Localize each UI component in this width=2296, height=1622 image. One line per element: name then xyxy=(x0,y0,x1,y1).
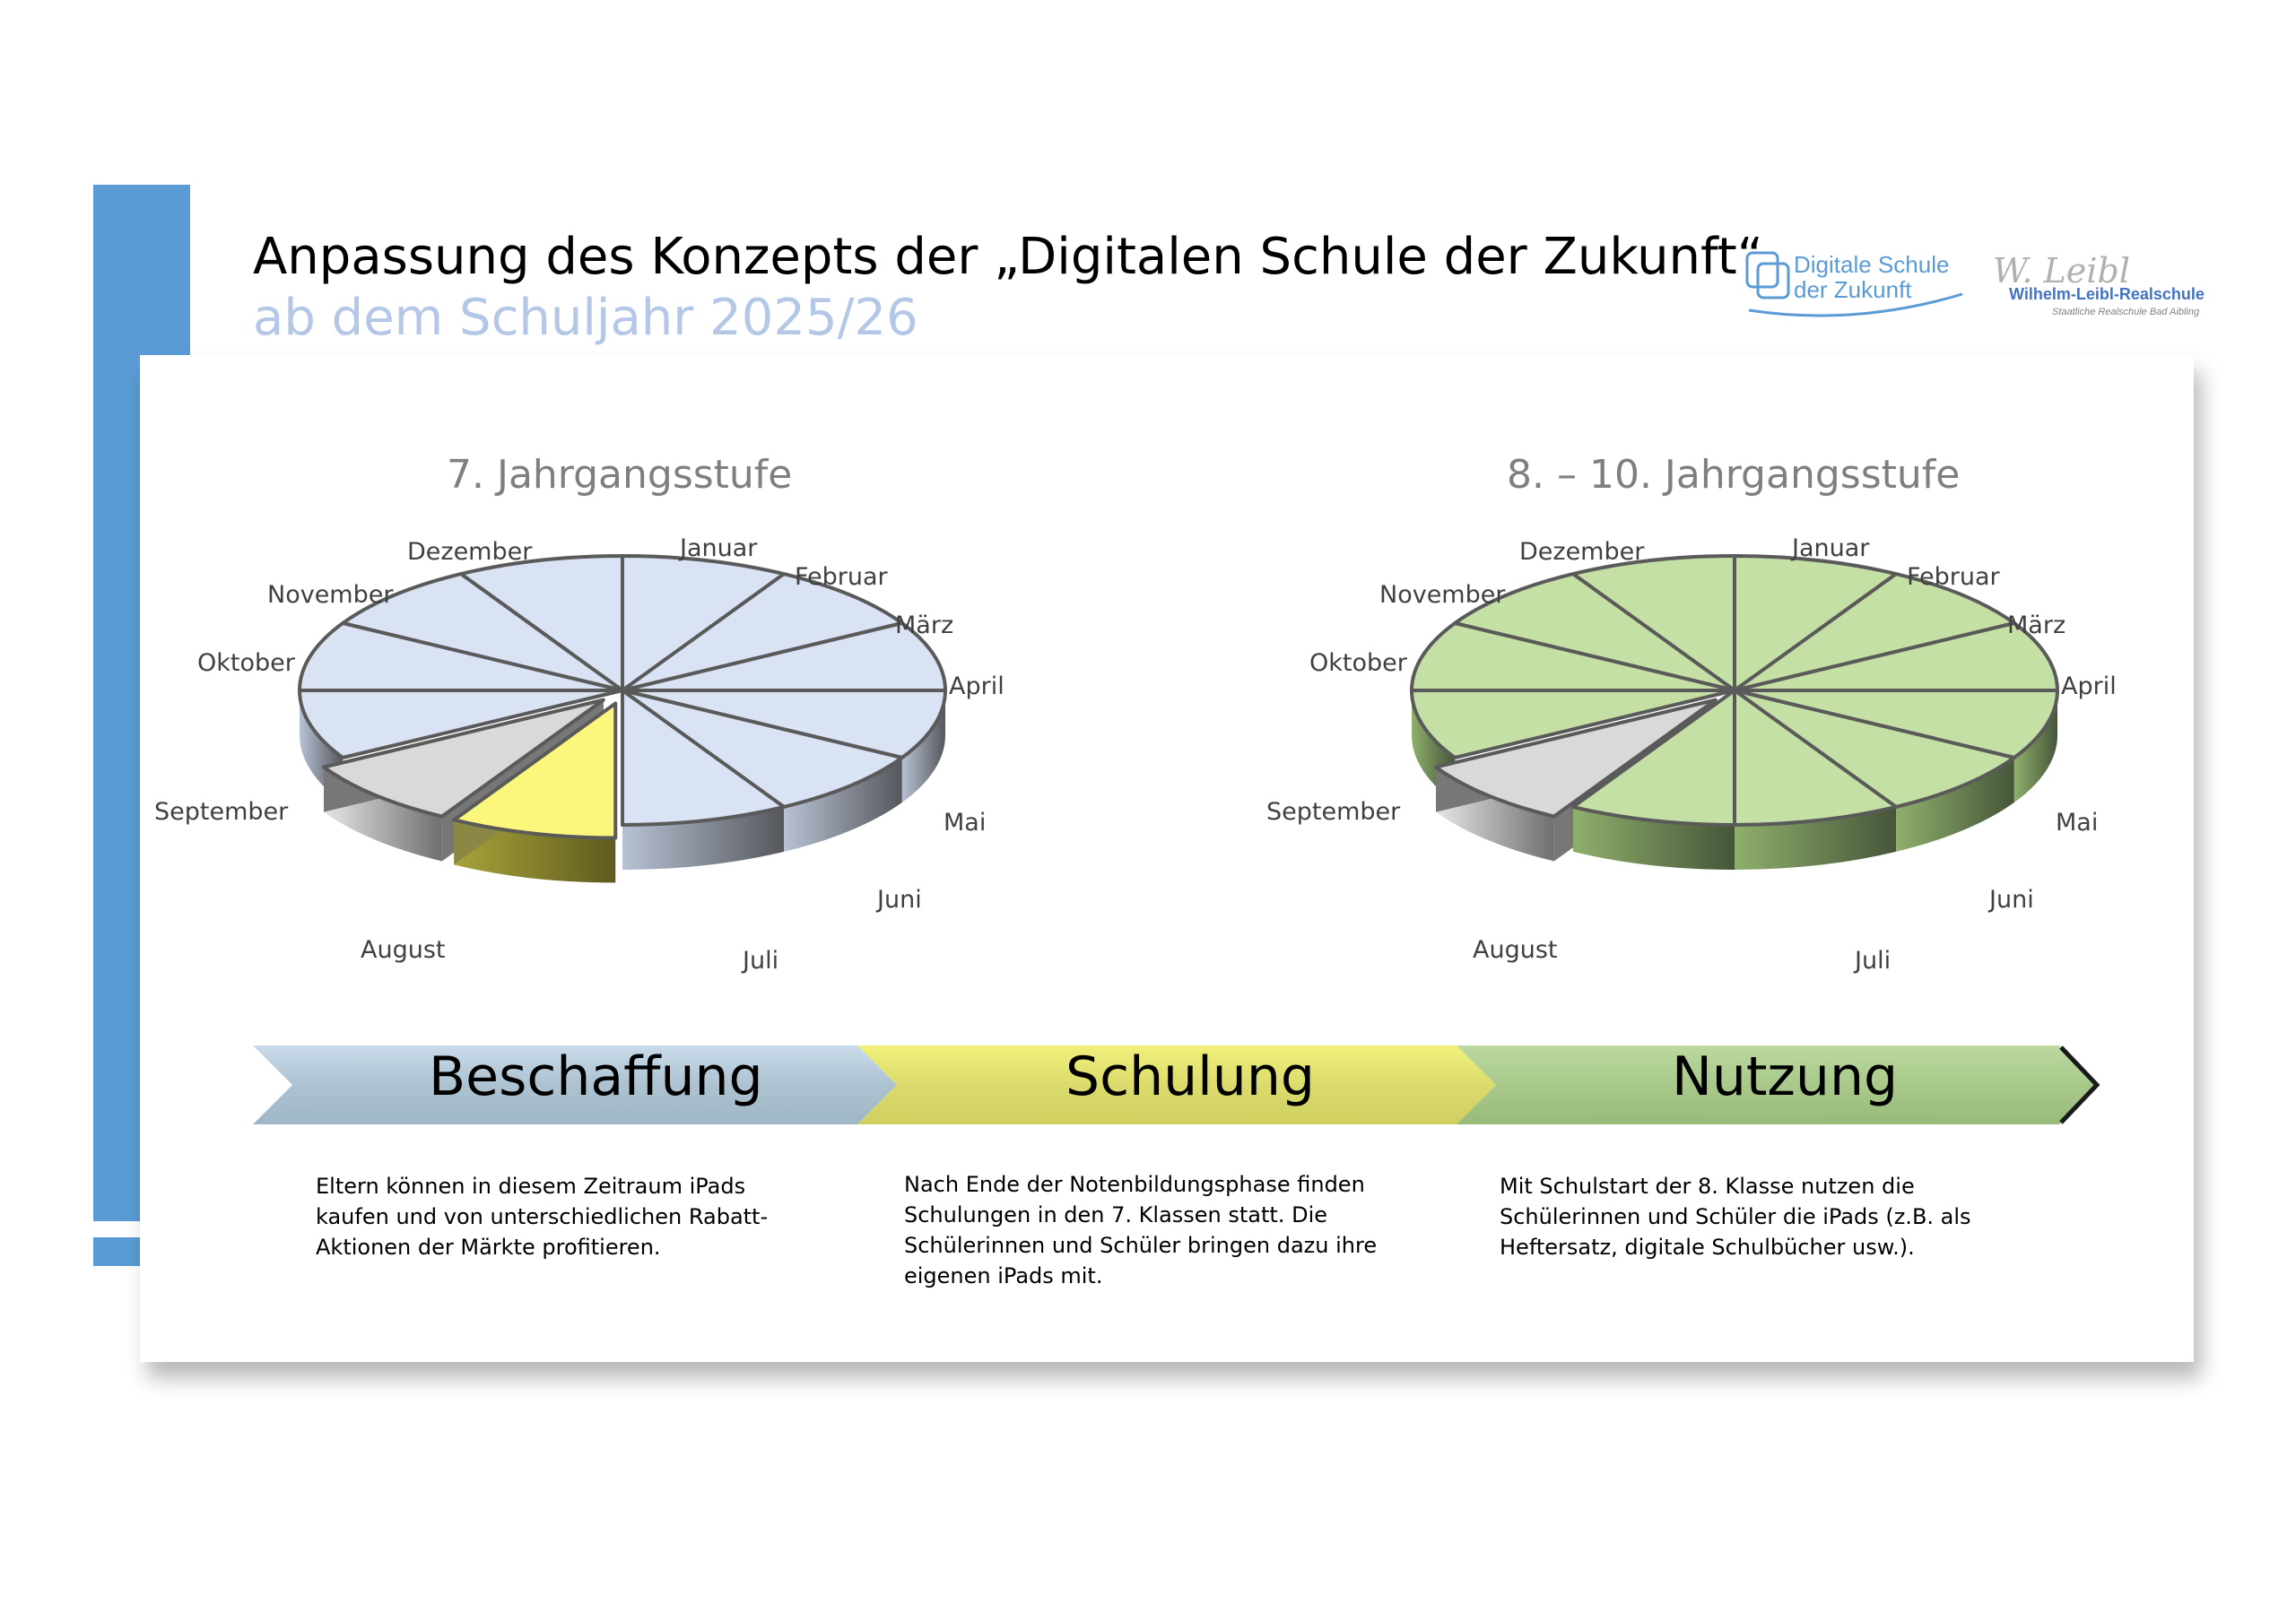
stage-label-nutzung: Nutzung xyxy=(1672,1045,1899,1108)
pie-left-label-februar: Februar xyxy=(795,563,888,591)
pie-right-label-juli: Juli xyxy=(1855,947,1892,975)
slide-subtitle: ab dem Schuljahr 2025/26 xyxy=(253,289,918,347)
pie-left-label-dezember: Dezember xyxy=(407,538,533,566)
pie-left-label-maerz: März xyxy=(895,612,954,639)
pie-right-label-februar: Februar xyxy=(1907,563,2000,591)
pie-right-label-maerz: März xyxy=(2007,612,2066,639)
pie-right-label-oktober: Oktober xyxy=(1309,649,1407,677)
pie-right-label-august: August xyxy=(1473,936,1558,964)
pie-right-label-dezember: Dezember xyxy=(1519,538,1645,566)
school-logo-subtitle: Staatliche Realschule Bad Aibling xyxy=(2052,307,2200,317)
pie-left-label-oktober: Oktober xyxy=(197,649,295,677)
pie-left-title: 7. Jahrgangsstufe xyxy=(447,452,793,498)
pie-left-label-januar: Januar xyxy=(680,534,758,562)
pie-right-label-september: September xyxy=(1266,798,1401,826)
pie-left-label-september: September xyxy=(154,798,289,826)
pie-right-title: 8. – 10. Jahrgangsstufe xyxy=(1507,452,1961,498)
stage-desc-nutzung: Mit Schulstart der 8. Klasse nutzen die Schülerinnen und Schüler die iPads (z.B. als Heftersatz, digitale Schulbücher usw.). xyxy=(1500,1174,1971,1260)
school-signature: W. Leibl xyxy=(1993,251,2130,291)
slide-title: Anpassung des Konzepts der „Digitalen Schule der Zukunft“ xyxy=(253,228,1763,286)
pie-left-label-juli: Juli xyxy=(743,947,779,975)
pie-left-label-november: November xyxy=(267,581,394,609)
pie-left-label-april: April xyxy=(949,672,1004,700)
stage-desc-beschaffung: Eltern können in diesem Zeitraum iPads kaufen und von unterschiedlichen Rabatt-Aktionen der Märkte profitieren. xyxy=(316,1174,769,1260)
school-logo-name: Wilhelm-Leibl-Realschule xyxy=(2009,285,2205,303)
stage-label-schulung: Schulung xyxy=(1065,1045,1315,1108)
pie-right-label-april: April xyxy=(2061,672,2117,700)
pie-right-label-mai: Mai xyxy=(2056,809,2099,837)
dsz-logo-line2: der Zukunft xyxy=(1794,276,1912,303)
pie-left-label-juni: Juni xyxy=(877,886,922,914)
pie-left-label-august: August xyxy=(361,936,446,964)
pie-right-label-januar: Januar xyxy=(1792,534,1870,562)
stage-desc-schulung: Nach Ende der Notenbildungsphase finden Schulungen in den 7. Klassen statt. Die Schülerinnen und Schüler bringen dazu ihre eigenen iPads mit. xyxy=(904,1172,1378,1288)
pie-right-label-november: November xyxy=(1379,581,1506,609)
dsz-logo-line1: Digitale Schule xyxy=(1794,251,1950,278)
stage-label-beschaffung: Beschaffung xyxy=(429,1045,763,1108)
pie-left-label-mai: Mai xyxy=(944,809,987,837)
pie-right-label-juni: Juni xyxy=(1989,886,2034,914)
